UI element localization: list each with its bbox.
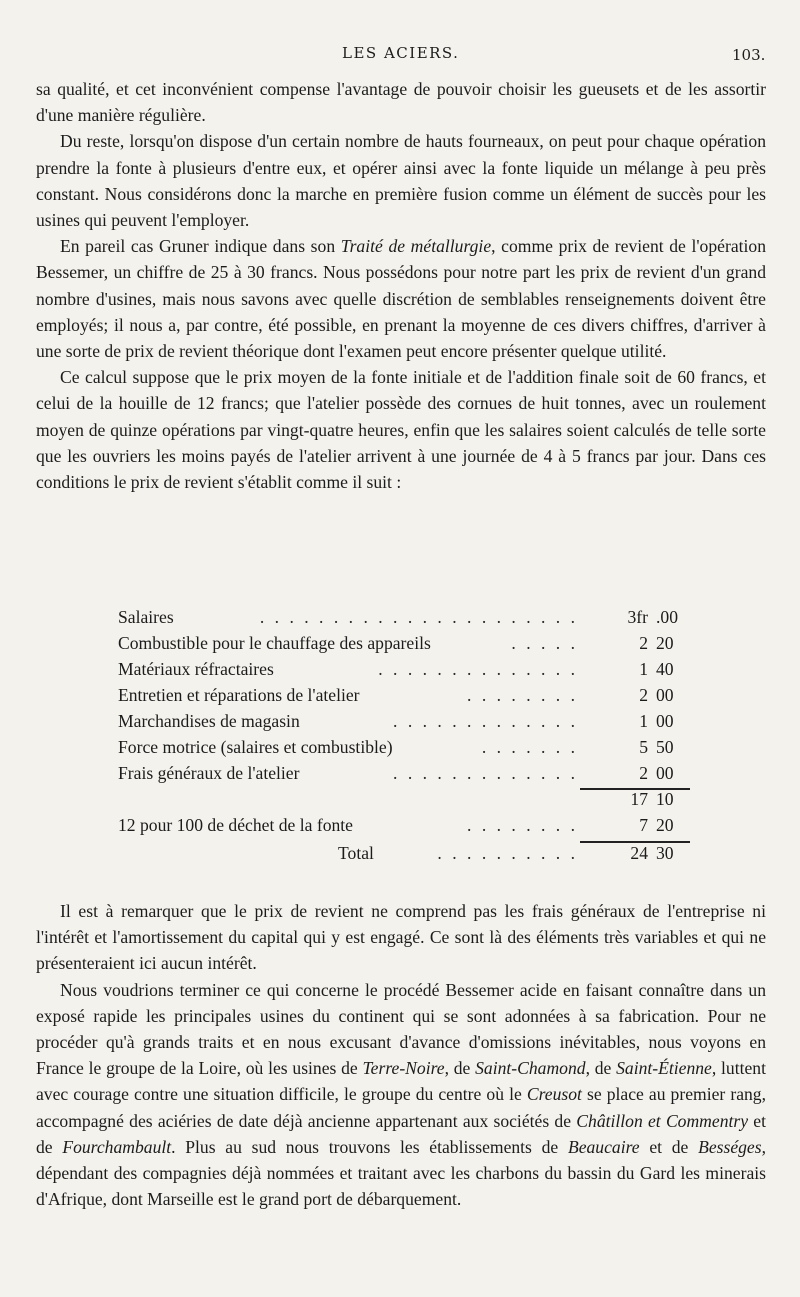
leader-dots: . . . . . . .	[481, 737, 578, 757]
leader-dots: . . . . . . . . . . . . .	[393, 763, 578, 783]
cost-label: Combustible pour le chauffage des appareils	[118, 633, 431, 653]
p6-text: . Plus au sud nous trouvons les établissements de	[171, 1136, 568, 1157]
place-fourchambault: Fourchambault	[62, 1136, 172, 1157]
cost-label: Salaires	[118, 607, 174, 627]
body-text-upper	[36, 76, 766, 495]
paragraph-4: Ce calcul suppose que le prix moyen de la fonte initiale et de l'addition finale soit de 60 francs, et celui de la houille de 12 francs; que l'atelier possède des cornues de huit tonnes, avec un roulement moyen de quinze opérations par vingt-quatre heures, enfin que les salaires soient calculés de telle sorte que les ouvriers les moins payés de l'atelier arrivent à une journée de 4 à 5 francs par jour. Dans ces conditions le prix de revient s'établit comme il suit :	[36, 367, 766, 493]
cost-francs: 1	[639, 659, 648, 679]
cost-francs: 2	[639, 763, 648, 783]
cost-centimes: 00	[656, 685, 674, 705]
cost-label: Entretien et réparations de l'atelier	[118, 685, 360, 705]
cost-centimes: 40	[656, 659, 674, 679]
page-number: 103.	[732, 46, 766, 64]
subtotal-row	[118, 786, 688, 812]
cost-row	[118, 656, 688, 682]
cost-row	[118, 630, 688, 656]
paragraph-6	[36, 977, 766, 1213]
cost-centimes: 20	[656, 633, 674, 653]
leader-dots: . . . . . . . .	[467, 815, 578, 835]
p6-text: et de	[36, 1110, 766, 1157]
place-saint-etienne: Saint-Étienne	[616, 1058, 712, 1079]
waste-label: 12 pour 100 de déchet de la fonte	[118, 815, 353, 835]
cost-francs: 2	[639, 633, 648, 653]
cost-label: Marchandises de magasin	[118, 711, 300, 731]
total-francs: 24	[630, 843, 648, 863]
paragraph-3	[36, 233, 766, 364]
paragraph-5: Il est à remarquer que le prix de revient ne comprend pas les frais généraux de l'entreprise ni l'intérêt et l'amortissement du capital qui y est engagé. Ce sont là des éléments très variables et qui ne présenteraient ici aucun intérêt.	[36, 901, 766, 974]
cost-centimes: 00	[656, 711, 674, 731]
cost-row	[118, 604, 688, 630]
cost-table	[118, 604, 688, 866]
place-beaucaire: Beaucaire	[567, 1136, 640, 1157]
running-title: LES ACIERS.	[342, 44, 460, 62]
cost-row	[118, 682, 688, 708]
cost-label: Matériaux réfractaires	[118, 659, 274, 679]
p6-text: , dépendant des compagnies déjà nommées et traitant avec les charbons du bassin du Gard les minerais d'Afrique, dont Marseille est le grand port de débarquement.	[36, 1136, 766, 1210]
paragraph-2: Du reste, lorsqu'on dispose d'un certain nombre de hauts fourneaux, on peut pour chaque opération prendre la fonte à plusieurs d'entre eux, et opérer ainsi avec la fonte liquide un mélange à peu près constant. Nous considérons donc la marche en première fusion comme un élément de succès pour les usines qui peuvent l'employer.	[36, 131, 766, 231]
total-centimes: 30	[656, 843, 674, 863]
place-terre-noire: Terre-Noire	[362, 1058, 445, 1079]
total-label: Total	[338, 843, 374, 863]
total-row	[118, 840, 688, 866]
cost-centimes: 00	[656, 763, 674, 783]
cost-label: Force motrice (salaires et combustible)	[118, 737, 393, 757]
paragraph-1: sa qualité, et cet inconvénient compense l'avantage de pouvoir choisir les gueusets et de les assortir d'une manière régulière.	[36, 79, 766, 126]
cost-francs: 2	[639, 685, 648, 705]
place-saint-chamond: Saint-Chamond	[475, 1058, 586, 1079]
p6-text: Nous voudrions terminer ce qui concerne le procédé Bessemer acide en faisant connaître dans un exposé rapide les principales usines du continent qui se sont adonnées à sa fabrication. Pour ne procéder qu'à grands traits et en nous excusant d'avance d'omissions inévitables, nous voyons en France le groupe de la Loire, où les usines de	[36, 979, 766, 1079]
p6-text: se place au premier rang, accompagné des aciéries de date déjà ancienne appartenant aux sociétés de	[36, 1084, 766, 1131]
leader-dots: . . . . .	[511, 633, 578, 653]
waste-centimes: 20	[656, 815, 674, 835]
place-besseges: Bességes	[698, 1136, 762, 1157]
p6-text: , de	[585, 1058, 617, 1079]
leader-dots: . . . . . . . . . . . . .	[393, 711, 578, 731]
place-creusot: Creusot	[526, 1084, 582, 1105]
book-title-traite: Traité de métallurgie	[340, 236, 492, 257]
paragraph-3-text-b: , comme prix de revient de l'opération Bessemer, un chiffre de 25 à 30 francs. Nous possédons pour notre part les prix de revient d'un grand nombre d'usines, mais nous savons avec quelle discrétion de semblables renseignements doivent être employés; il nous a, par contre, été possible, en prenant la moyenne de ces divers chiffres, d'arriver à une sorte de prix de revient théorique dont l'examen peut encore présenter quelque utilité.	[36, 236, 766, 362]
cost-label: Frais généraux de l'atelier	[118, 763, 300, 783]
leader-dots: . . . . . . . . . . . . . . . . . . . . . .	[259, 607, 578, 627]
paragraph-3-text-a: En pareil cas Gruner indique dans son	[60, 236, 341, 257]
page-header	[0, 44, 800, 68]
place-chatillon-commentry: Châtillon et Commentry	[576, 1110, 749, 1131]
cost-centimes: 50	[656, 737, 674, 757]
leader-dots: . . . . . . . .	[467, 685, 578, 705]
waste-row	[118, 812, 688, 838]
subtotal-francs: 17	[630, 789, 648, 809]
subtotal-centimes: 10	[656, 789, 674, 809]
p6-text: , de	[444, 1058, 476, 1079]
leader-dots: . . . . . . . . . . . . . .	[378, 659, 578, 679]
cost-row	[118, 708, 688, 734]
leader-dots: . . . . . . . . . .	[437, 843, 578, 863]
p6-text: et de	[639, 1136, 699, 1157]
cost-row	[118, 734, 688, 760]
cost-francs: 5	[639, 737, 648, 757]
cost-row	[118, 760, 688, 786]
body-text-lower	[36, 898, 766, 1212]
cost-francs: 3fr	[627, 607, 648, 627]
cost-francs: 1	[639, 711, 648, 731]
p6-text: , luttent avec courage contre une situation difficile, le groupe du centre où le	[36, 1058, 766, 1105]
cost-centimes: .00	[656, 607, 678, 627]
waste-francs: 7	[639, 815, 648, 835]
